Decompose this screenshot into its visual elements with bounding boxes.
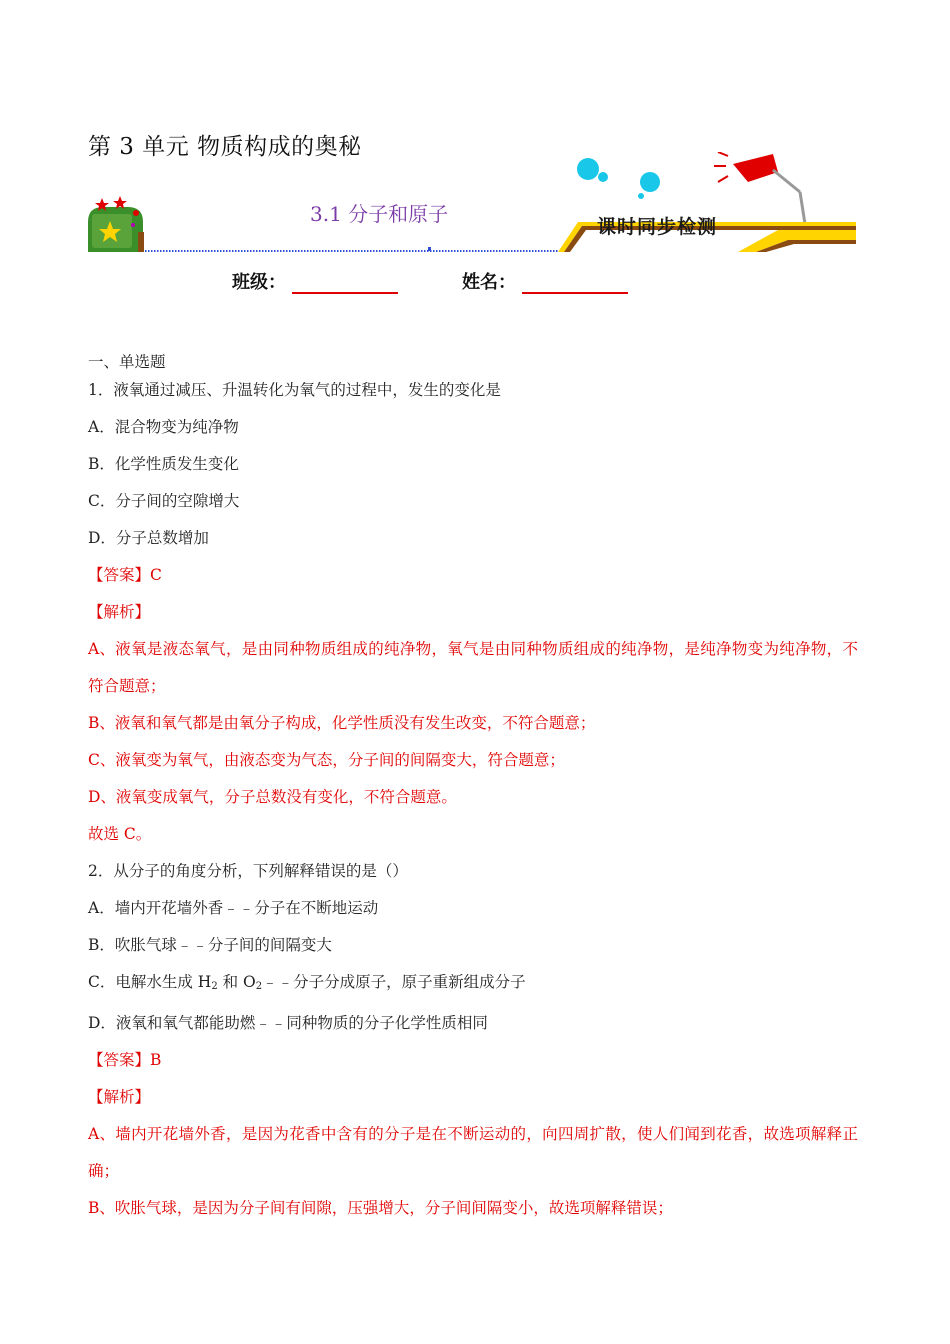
unit-title: 第 3 单元 物质构成的奥秘 [88,134,362,160]
q1-option-c: C．分子间的空隙增大 [88,492,240,510]
q1-answer [88,557,858,594]
q2-answer [88,1042,858,1079]
banner-badge: 课时同步检测 [597,216,718,238]
section-title: 3.1 分子和原子 [310,202,449,226]
q2-option-c [88,964,858,1005]
q2-analysis-a: A、墙内开花墙外香，是因为花香中含有的分子是在不断运动的，向四周扩散，使人们闻到花香，故选项解释正确； [88,1125,858,1180]
section-heading: 一、单选题 [88,353,166,371]
q2-option-c-post: ﹣﹣分子分成原子，原子重新组成分子 [262,973,526,991]
q2-option-c-sub1: 2 [211,981,218,992]
star-badge-icon [88,196,144,252]
q1-conclusion: 故选 C。 [88,825,152,843]
q2-option-b: B．吹胀气球﹣﹣分子间的间隔变大 [88,936,332,954]
class-field[interactable] [232,268,398,294]
q1-option-d: D．分子总数增加 [88,529,209,547]
q1-stem: 1．液氧通过减压、升温转化为氧气的过程中，发生的变化是 [88,381,501,399]
q1-analysis-a: A、液氧是液态氧气，是由同种物质组成的纯净物，氧气是由同种物质组成的纯净物，是纯净物变为纯净物，不符合题意； [88,640,858,695]
question-content [88,352,858,1227]
q1-option-b: B．化学性质发生变化 [88,455,239,473]
name-blank[interactable] [522,292,628,294]
lamp-icon [714,152,805,224]
q1-option-a: A．混合物变为纯净物 [88,418,239,436]
class-blank[interactable] [292,292,398,294]
bubble-icon [577,158,660,199]
q2-analysis-b: B、吹胀气球，是因为分子间有间隙，压强增大，分子间间隔变小，故选项解释错误； [88,1199,673,1217]
q1-analysis-d: D、液氧变成氧气，分子总数没有变化，不符合题意。 [88,788,457,806]
q1-analysis-c: C、液氧变为氧气，由液态变为气态，分子间的间隔变大，符合题意； [88,751,565,769]
header-banner [88,152,856,257]
q1-analysis-b: B、液氧和氧气都是由氧分子构成，化学性质没有发生改变，不符合题意； [88,714,596,732]
class-label: 班级： [232,272,286,293]
q2-answer-label: 【答案】 [88,1051,151,1069]
name-label: 姓名： [462,272,516,293]
q2-option-c-sub2: 2 [255,981,263,992]
q2-answer-value: B [150,1051,162,1069]
q1-answer-value: C [150,566,162,584]
q2-option-c-mid: 和 O [217,973,256,991]
q1-answer-label: 【答案】 [88,566,151,584]
name-field[interactable] [462,268,628,294]
q2-option-d: D．液氧和氧气都能助燃﹣﹣同种物质的分子化学性质相同 [88,1014,488,1032]
q2-stem: 2．从分子的角度分析，下列解释错误的是（） [88,862,408,880]
q2-option-a: A．墙内开花墙外香﹣﹣分子在不断地运动 [88,899,379,917]
q2-option-c-pre: C．电解水生成 H [88,973,212,991]
q1-analysis-label: 【解析】 [88,603,151,621]
q2-analysis-label: 【解析】 [88,1088,151,1106]
